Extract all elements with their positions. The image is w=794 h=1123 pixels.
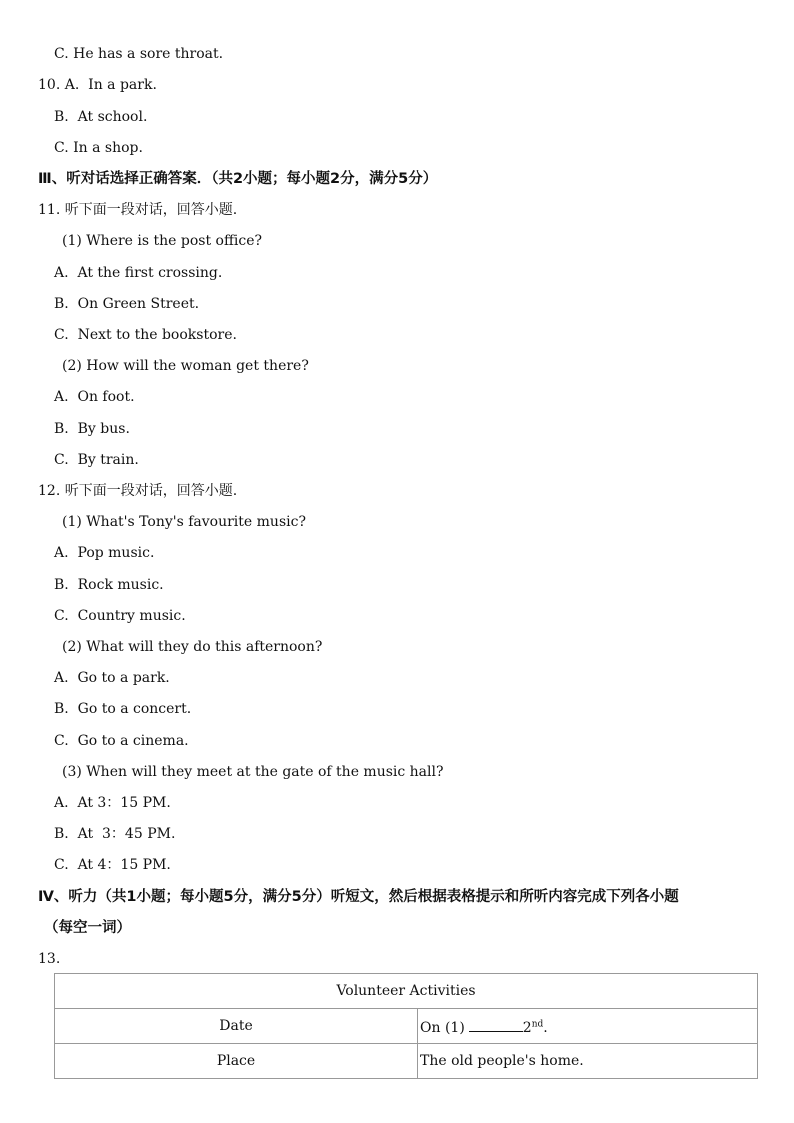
date-label: Date xyxy=(55,1009,418,1044)
table-row xyxy=(55,1009,758,1044)
sub-question: (3) When will they meet at the gate of the music hall? xyxy=(62,764,444,780)
date-day: 2 xyxy=(522,1019,532,1036)
date-suffix: nd xyxy=(531,1018,544,1029)
option-text: C. Country music. xyxy=(54,608,186,624)
option-text: C. By train. xyxy=(54,452,139,468)
sub-question: (1) Where is the post office? xyxy=(62,233,263,249)
question-11: 11. 听下面一段对话，回答小题. xyxy=(38,202,238,218)
question-12: 12. 听下面一段对话，回答小题. xyxy=(38,483,238,499)
volunteer-table xyxy=(54,973,758,1079)
option-text: B. At 3：45 PM. xyxy=(54,826,176,842)
option-text: B. Rock music. xyxy=(54,577,164,593)
option-text: A. At the first crossing. xyxy=(54,265,223,281)
table-title: Volunteer Activities xyxy=(55,974,758,1009)
table-row xyxy=(55,974,758,1009)
option-text: B. Go to a concert. xyxy=(54,701,192,717)
section-heading-3: Ⅲ、听对话选择正确答案．（共2小题；每小题2分，满分5分） xyxy=(38,171,438,187)
date-end: . xyxy=(543,1019,548,1036)
option-text: C. He has a sore throat. xyxy=(54,46,224,62)
option-text: B. By bus. xyxy=(54,421,130,437)
sub-question: (1) What's Tony's favourite music? xyxy=(62,514,306,530)
section-heading-4-note: （每空一词） xyxy=(44,920,131,936)
place-value: The old people's home. xyxy=(418,1044,758,1079)
table-row xyxy=(55,1044,758,1079)
question-10: 10. A. In a park. xyxy=(38,77,157,93)
answer-blank[interactable] xyxy=(469,1017,523,1032)
sub-question: (2) How will the woman get there? xyxy=(62,358,309,374)
section-heading-4: Ⅳ、听力（共1小题；每小题5分，满分5分）听短文，然后根据表格提示和所听内容完成下列各小题 xyxy=(38,889,679,905)
question-13: 13. xyxy=(38,951,61,967)
place-label: Place xyxy=(55,1044,418,1079)
date-cell xyxy=(418,1009,758,1044)
date-prefix: On (1) xyxy=(420,1019,465,1036)
option-text: A. On foot. xyxy=(54,389,135,405)
sub-question: (2) What will they do this afternoon? xyxy=(62,639,323,655)
option-text: C. At 4：15 PM. xyxy=(54,857,171,873)
option-text: A. Pop music. xyxy=(54,545,155,561)
option-text: C. Go to a cinema. xyxy=(54,733,189,749)
option-text: C. In a shop. xyxy=(54,140,143,156)
option-text: A. At 3：15 PM. xyxy=(54,795,171,811)
option-text: C. Next to the bookstore. xyxy=(54,327,237,343)
option-text: A. Go to a park. xyxy=(54,670,170,686)
option-text: B. On Green Street. xyxy=(54,296,200,312)
option-text: B. At school. xyxy=(54,109,148,125)
